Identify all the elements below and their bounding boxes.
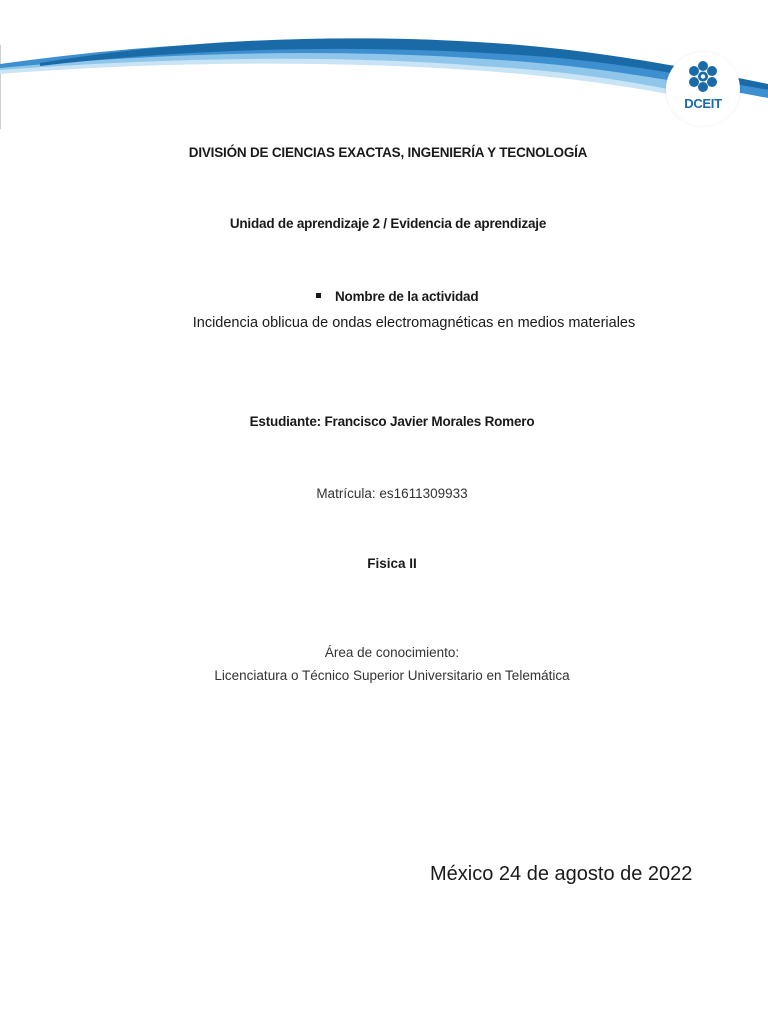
square-bullet-icon: [316, 293, 321, 298]
actividad-title: Incidencia oblicua de ondas electromagnéticas en medios materiales: [192, 315, 636, 331]
actividad-label-row: [316, 289, 478, 304]
actividad-label: Nombre de la actividad: [335, 289, 479, 304]
dceit-logo: [666, 52, 740, 126]
division-heading: DIVISIÓN DE CIENCIAS EXACTAS, INGENIERÍA Y TECNOLOGÍA: [188, 145, 588, 160]
dceit-logo-text: DCEIT: [684, 96, 722, 111]
unidad-heading: Unidad de aprendizaje 2 / Evidencia de aprendizaje: [229, 216, 547, 231]
area-value: Licenciatura o Técnico Superior Universitario en Telemática: [214, 668, 570, 683]
dceit-emblem-icon: [686, 60, 720, 94]
area-label: Área de conocimiento:: [324, 645, 460, 660]
student-name: Estudiante: Francisco Javier Morales Romero: [249, 414, 535, 429]
date-line: México 24 de agosto de 2022: [430, 863, 693, 885]
matricula: Matrícula: es1611309933: [316, 486, 468, 501]
header-wave-banner: [0, 0, 768, 140]
course-name: Fisica II: [367, 556, 417, 571]
